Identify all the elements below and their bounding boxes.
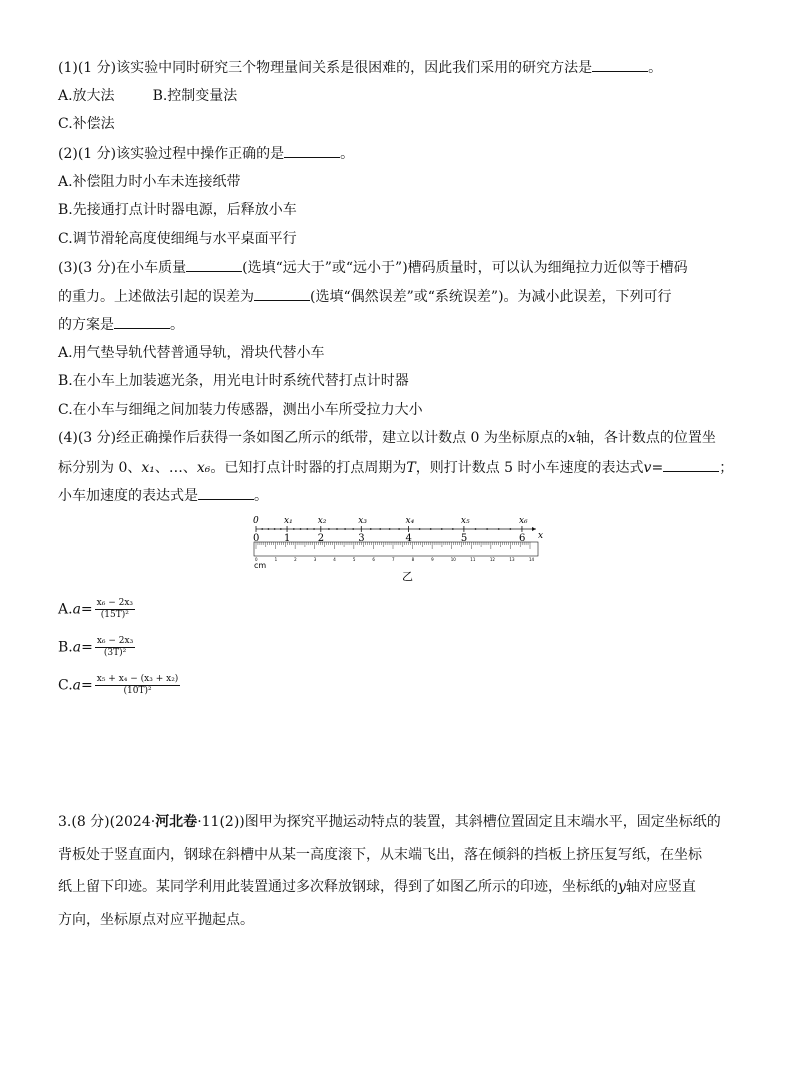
ruler-cm-number: 9 [431, 557, 434, 562]
q1-answer-blank[interactable] [592, 58, 648, 72]
point-label: x₆ [518, 516, 528, 526]
q2-answer-blank[interactable] [284, 144, 340, 158]
ruler-cm-number: 0 [255, 557, 258, 562]
q4-opt-b-prefix: B. [58, 639, 73, 656]
q2-option-b: B.先接通打点计时器电源，后释放小车 [58, 202, 297, 218]
number-label: 4 [405, 533, 412, 544]
q3-option-a: A.用气垫导轨代替普通导轨，滑块代替小车 [58, 345, 325, 361]
ruler-cm-number: 10 [450, 557, 456, 562]
q4-text-2a: 标分别为 0、 [58, 460, 142, 476]
q4-opt-c-denominator: (10T)² [123, 686, 152, 696]
q4-text-2c: ，则打计数点 5 时小车速度的表达式 [415, 460, 644, 476]
q4-opt-c-numerator: x₅ + x₄ − (x₃ + x₂) [96, 674, 179, 684]
q1-options-ab [58, 87, 237, 105]
q3-text-3a: 的方案是 [58, 317, 114, 333]
q3-answer-blank-1[interactable] [186, 258, 242, 272]
figure-caption: 乙 [402, 570, 413, 583]
point-label: x₄ [405, 516, 415, 526]
q2-stem: (2)(1 分)该实验过程中操作正确的是 [58, 146, 285, 162]
q3-text-1a: (3)(3 分)在小车质量 [58, 260, 187, 276]
point-label: x₁ [284, 516, 293, 526]
q4-text-1b: 轴，各计数点的位置坐 [575, 430, 716, 446]
number-label: 1 [284, 533, 291, 544]
q2-end: 。 [340, 146, 355, 162]
point-label: x₃ [358, 516, 367, 526]
q4-text-2d: = [651, 460, 664, 476]
p3-line-3 [58, 878, 696, 896]
q4-opt-a-var: a [72, 601, 81, 618]
ruler-cm-number: 1 [274, 557, 278, 562]
q4-var-x: x [567, 430, 576, 446]
q4-text-3b: 。 [254, 488, 268, 504]
ruler-cm-number: 14 [529, 557, 535, 562]
p3-line-1 [58, 813, 721, 831]
q4-opt-a-denominator: (15T)² [100, 610, 129, 620]
q1-option-a: A.放大法 [58, 88, 115, 104]
tape-ruler-figure [248, 512, 548, 584]
p3-text-3b: 轴对应竖直 [625, 879, 696, 895]
q3-text-1b: (选填“远大于”或“远小于”)槽码质量时，可以认为细绳拉力近似等于槽码 [242, 260, 688, 276]
tape-arrow [532, 527, 536, 531]
ruler-cm-number: 11 [470, 557, 476, 562]
number-label: 5 [460, 533, 468, 544]
q3-text-3b: 。 [170, 317, 184, 333]
q4-option-b [58, 636, 135, 659]
q4-var-x6: x₆ [196, 460, 211, 476]
q2-option-a: A.补偿阻力时小车未连接纸带 [58, 174, 241, 190]
q4-opt-c-fraction [95, 674, 181, 697]
q3-text-2b: (选填“偶然误差”或“系统误差”)。为减小此误差，下列可行 [310, 289, 672, 305]
q4-var-v: v [643, 460, 652, 476]
ruler-frame [254, 542, 538, 556]
q4-text-2e: ； [719, 460, 734, 476]
q2-stem-line [58, 144, 354, 163]
q3-line-3 [58, 315, 184, 334]
ruler-cm-number: 8 [411, 557, 415, 562]
q4-line-2 [58, 458, 733, 477]
q4-opt-a-fraction [95, 598, 135, 621]
q3-answer-blank-2[interactable] [254, 287, 310, 301]
ruler-cm-number: 12 [489, 557, 495, 562]
q3-text-2a: 的重力。上述做法引起的误差为 [58, 289, 254, 305]
ruler-cm-number: 7 [392, 557, 395, 562]
p3-text-3a: 纸上留下印迹。某同学利用此装置通过多次释放钢球，得到了如图乙所示的印迹，坐标纸的 [58, 879, 618, 895]
p3-source: 河北卷 [155, 814, 198, 830]
q1-option-c: C.补偿法 [58, 116, 115, 132]
number-label: 6 [518, 533, 526, 544]
q4-opt-b-denominator: (3T)² [103, 648, 127, 658]
q4-opt-c-prefix: C. [58, 677, 73, 694]
ruler-cm-number: 4 [333, 557, 336, 562]
ruler-unit: cm [254, 561, 267, 570]
number-label: 3 [358, 533, 365, 544]
point-label: 0 [253, 516, 259, 526]
q4-var-x1: x₁ [141, 460, 155, 476]
p3-var-y: y [618, 879, 626, 895]
p3-text-1b: ·11(2))图甲为探究平抛运动特点的装置，其斜槽位置固定且末端水平，固定坐标纸的 [197, 814, 721, 830]
q4-opt-c-eq: = [81, 677, 93, 694]
q4-answer-blank-1[interactable] [663, 458, 719, 472]
q4-line-3 [58, 486, 268, 505]
q1-option-b: B.控制变量法 [152, 88, 238, 104]
q4-text-3a: 小车加速度的表达式是 [58, 488, 198, 504]
q3-line-1 [58, 258, 688, 277]
q4-opt-a-numerator: x₆ − 2x₃ [96, 598, 134, 608]
q1-stem-line [58, 58, 662, 77]
q4-text-1a: (4)(3 分)经正确操作后获得一条如图乙所示的纸带，建立以计数点 0 为坐标原点的 [58, 430, 568, 446]
ruler-cm-number: 13 [509, 557, 515, 562]
q3-option-c: C.在小车与细绳之间加装力传感器，测出小车所受拉力大小 [58, 402, 423, 418]
q3-line-2 [58, 287, 672, 306]
point-label: x₅ [460, 516, 470, 526]
q4-opt-b-fraction [95, 636, 135, 659]
q3-option-b: B.在小车上加装遮光条，用光电计时系统代替打点计时器 [58, 373, 409, 389]
ruler-cm-number: 5 [352, 557, 356, 562]
number-label: 2 [317, 533, 325, 544]
q4-opt-b-eq: = [81, 639, 93, 656]
q4-opt-b-numerator: x₆ − 2x₃ [96, 636, 134, 646]
q4-opt-c-var: a [72, 677, 82, 694]
ruler-cm-number: 6 [372, 557, 375, 562]
ruler-cm-number: 3 [313, 557, 317, 562]
q4-var-T: T [406, 460, 416, 476]
q4-option-c [58, 674, 180, 697]
q2-option-c: C.调节滑轮高度使细绳与水平桌面平行 [58, 231, 297, 247]
ruler-cm-number: 2 [294, 557, 297, 562]
point-label: x₂ [317, 516, 327, 526]
ruler-body [254, 527, 538, 562]
q4-opt-b-var: a [72, 639, 82, 656]
number-label: 0 [253, 533, 260, 544]
q3-answer-blank-3[interactable] [114, 315, 170, 329]
q4-opt-a-prefix: A. [58, 601, 73, 618]
p3-text-1a: 3.(8 分)(2024· [58, 814, 156, 830]
q4-text-2b: 。已知打点计时器的打点周期为 [210, 460, 407, 476]
q1-end: 。 [648, 60, 663, 76]
q4-answer-blank-2[interactable] [198, 486, 254, 500]
q4-opt-a-eq: = [80, 601, 93, 618]
p3-line-4: 方向，坐标原点对应平抛起点。 [58, 912, 254, 928]
q1-stem: (1)(1 分)该实验中同时研究三个物理量间关系是很困难的，因此我们采用的研究方法是 [58, 60, 593, 76]
q4-option-a [58, 598, 135, 621]
p3-line-2: 背板处于竖直面内，钢球在斜槽中从某一高度滚下，从末端飞出，落在倾斜的挡板上挤压复写纸，在坐标 [58, 847, 702, 863]
ruler-axis-label: x [538, 531, 544, 541]
q4-line-1 [58, 429, 716, 447]
q4-text-2mid: 、…、 [154, 460, 197, 476]
